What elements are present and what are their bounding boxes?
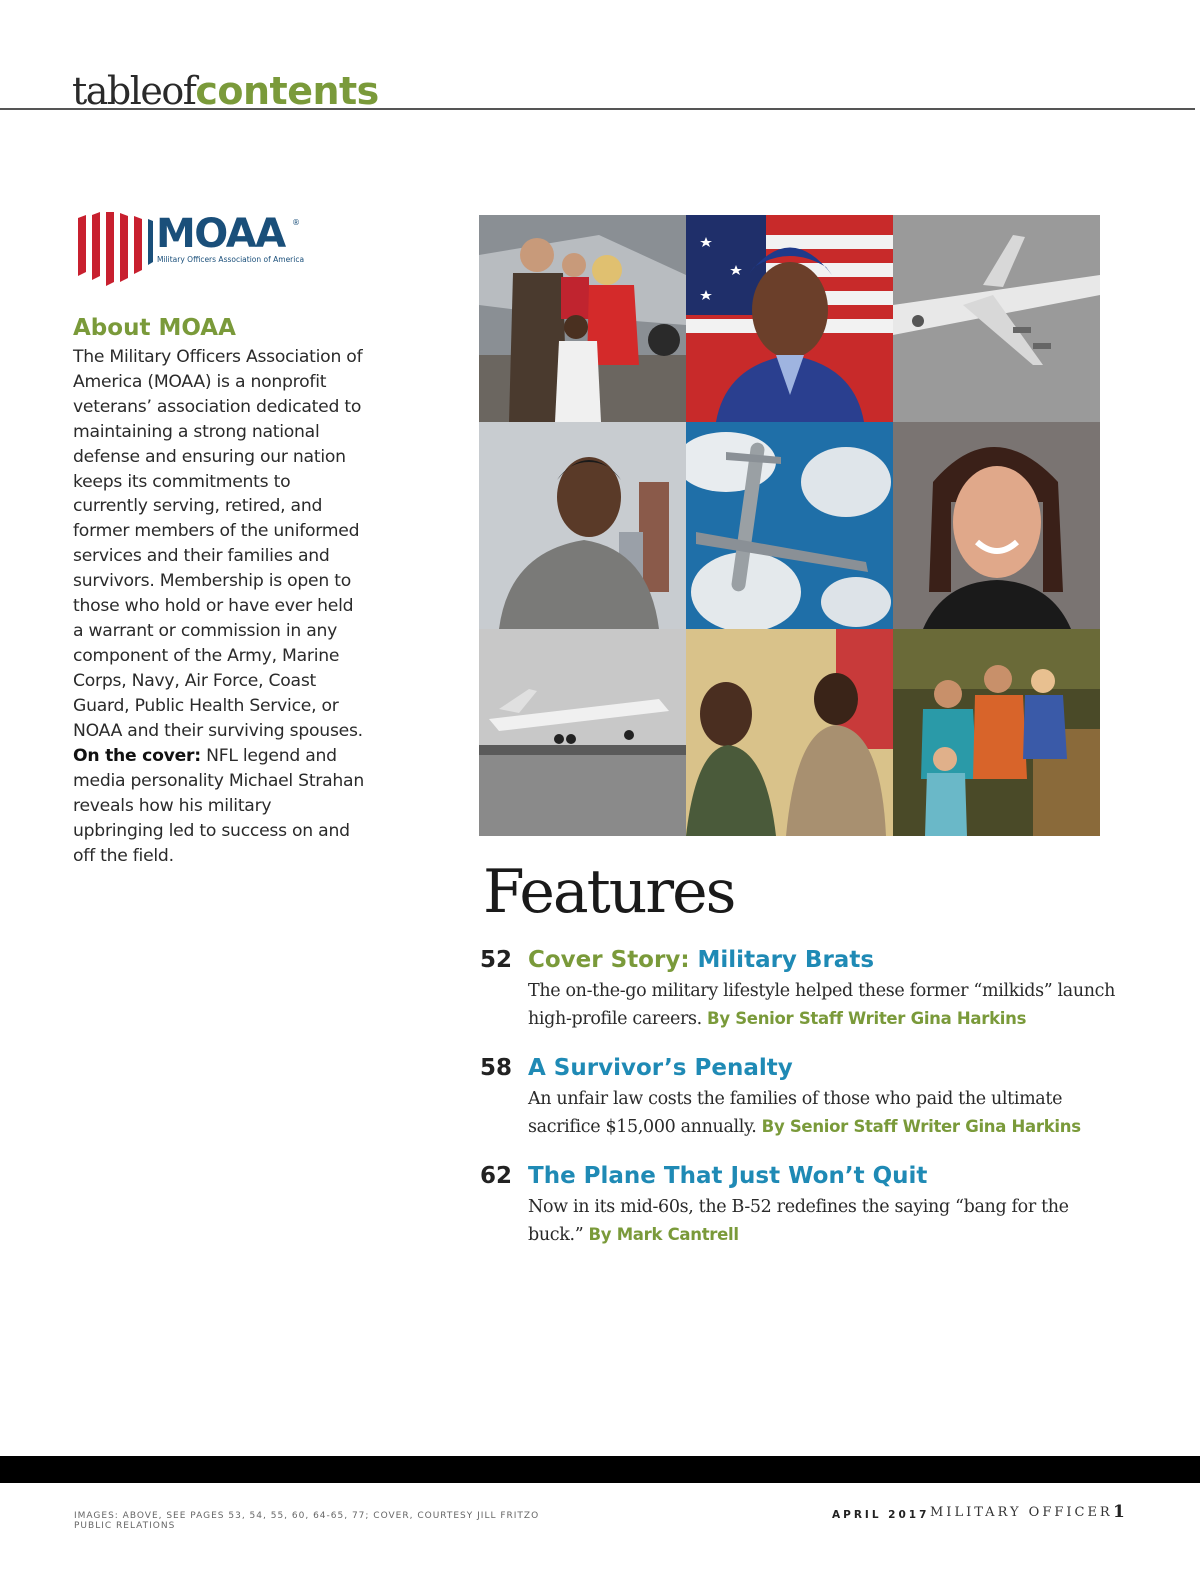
smiling-woman-portrait-photo [893, 422, 1100, 629]
about-heading: About MOAA [73, 315, 236, 341]
family-with-jet-photo [479, 215, 686, 422]
logo-subtitle: Military Officers Association of America [157, 255, 305, 264]
magazine-name: MILITARY OFFICER [930, 1505, 1113, 1520]
feature-description [528, 1086, 1118, 1141]
feature-title[interactable]: The Plane That Just Won’t Quit [528, 1163, 928, 1189]
about-body: The Military Officers Association of America (MOAA) is a nonprofit veterans’ association dedicated to maintaining a strong national defense and ensuring our nation keeps its commitments to currently serving, retired, and former members of the uniformed services and their families and survivors. Membership is open to those who hold or have ever held a warrant or commission in any component of the Army, Marine Corps, Navy, Air Force, Coast Guard, Public Health Service, or NOAA and their surviving spouses. [73, 347, 363, 741]
cover-note [73, 744, 365, 869]
page-title [72, 69, 379, 113]
feature-byline: By Senior Staff Writer Gina Harkins [707, 1009, 1027, 1028]
bomber-flight-bw-photo [893, 215, 1100, 422]
feature-page-number: 58 [480, 1055, 513, 1081]
feature-title-prefix: Cover Story: [528, 947, 698, 973]
feature-title-main: Military Brats [697, 947, 875, 973]
footer-bar [0, 1456, 1200, 1483]
feature-title[interactable] [528, 947, 874, 973]
feature-page-number: 52 [480, 947, 513, 973]
page-number: 1 [1113, 1502, 1125, 1522]
feature-description-text: Now in its mid-60s, the B-52 redefines the saying “bang for the buck.” [528, 1197, 1069, 1245]
feature-byline: By Senior Staff Writer Gina Harkins [761, 1117, 1081, 1136]
air-force-portrait-photo [686, 215, 893, 422]
logo-name: MOAA [156, 211, 285, 257]
feature-byline: By Mark Cantrell [588, 1225, 739, 1244]
cover-label: On the cover: [73, 746, 201, 766]
feature-description-text: An unfair law costs the families of those who paid the ultimate sacrifice $15,000 annually. [528, 1089, 1063, 1137]
moaa-logo [76, 212, 316, 292]
feature-page-number: 62 [480, 1163, 513, 1189]
cover-text: NFL legend and media personality Michael Strahan reveals how his military upbringing led to success on and off the field. [73, 746, 364, 866]
family-hiking-photo [893, 629, 1100, 836]
feature-description [528, 978, 1118, 1033]
image-credits: IMAGES: ABOVE, SEE PAGES 53, 54, 55, 60, 64-65, 77; COVER, COURTESY JILL FRITZO PUBLIC RELATIONS [74, 1511, 540, 1531]
b52-takeoff-bw-photo [479, 629, 686, 836]
title-light: tableof [72, 69, 196, 113]
moaa-stripes-icon [76, 212, 154, 286]
pinning-ceremony-photo [686, 629, 893, 836]
issue-date: APRIL 2017 [832, 1509, 930, 1521]
features-heading: Features [483, 857, 735, 927]
title-bold: contents [195, 69, 379, 113]
b52-over-ice-photo [686, 422, 893, 629]
feature-description-text: The on-the-go military lifestyle helped these former “milkids” launch high-profile careers. [528, 981, 1116, 1029]
photo-grid [479, 215, 1102, 838]
page-header [0, 60, 1195, 113]
feature-title[interactable]: A Survivor’s Penalty [528, 1055, 793, 1081]
feature-description [528, 1194, 1118, 1249]
registered-mark: ® [292, 218, 300, 227]
michael-strahan-photo [479, 422, 686, 629]
